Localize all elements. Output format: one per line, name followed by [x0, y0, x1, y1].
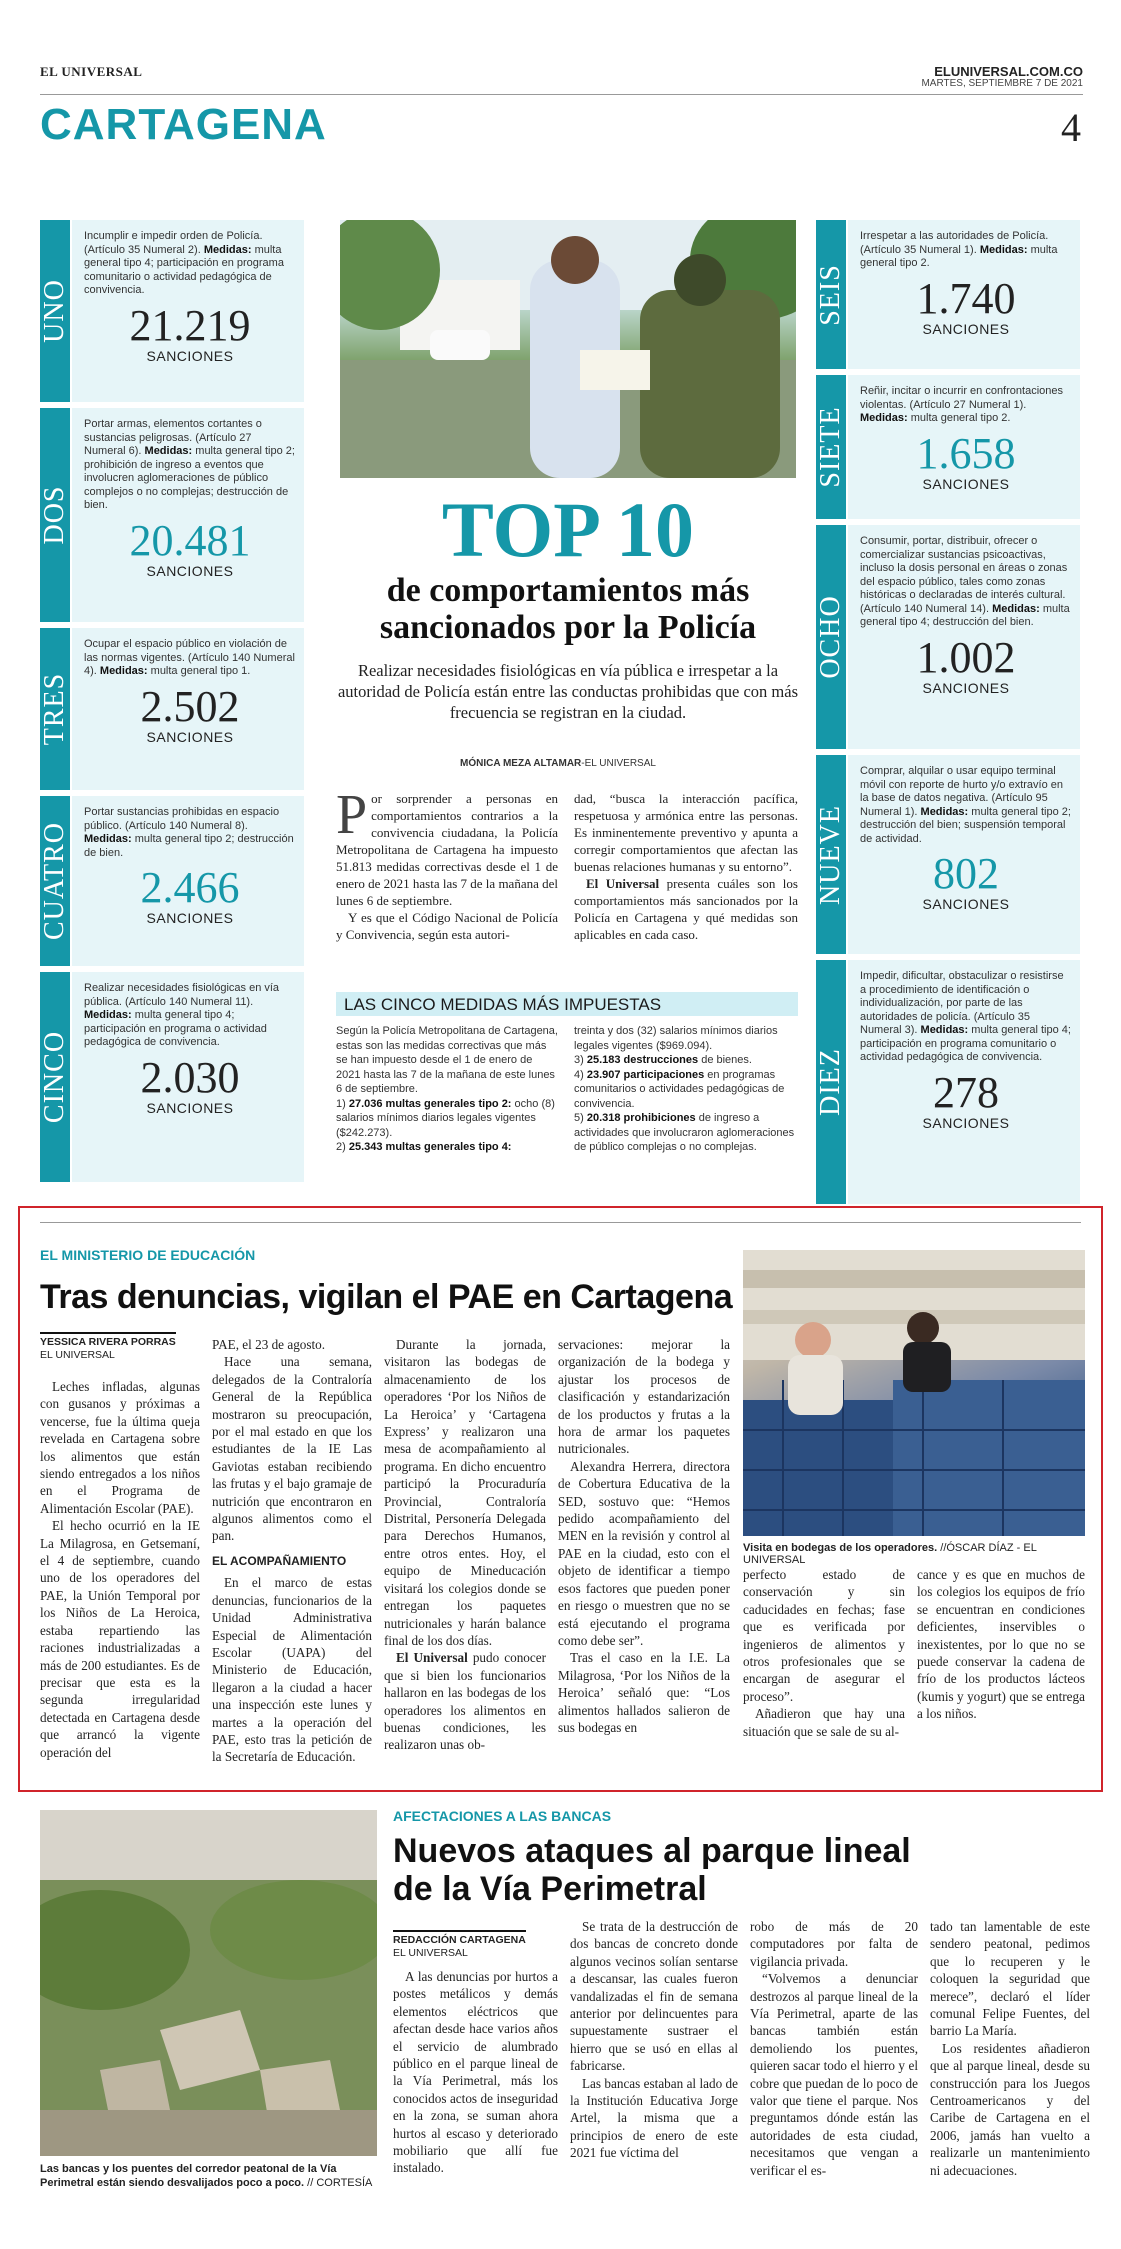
sanction-count: 21.219 [129, 300, 251, 350]
top10-subtitle: de comportamientos más sancionados por la Policía [379, 572, 757, 646]
rank-label: SEIS [815, 263, 846, 326]
medidas-label: Medidas: [860, 412, 908, 424]
panel-medidas: multa general tipo 4; destrucción del bien. [860, 602, 1070, 628]
caption-bold: Visita en bodegas de los operadores. [743, 1542, 938, 1554]
sanction-panel [848, 220, 1080, 369]
panel-desc [860, 970, 1072, 1065]
panel-desc-text: Consumir, portar, distribuir, ofrecer o comercializar sustancias psicoactivas, incluso la dosis personal en áreas o zonas del espacio público, tales como zonas históricas o declaradas de interés cultural. (Artículo 140 Numeral 14). [860, 535, 1068, 615]
body-text: dad, “busca la interacción pacífica, respetuosa y armónica entre las personas. Es inminentemente preventivo y apunta a corregir comportamientos que afectan las buenas relaciones humanas y su entorno”. [574, 791, 798, 874]
page-number: 4 [1061, 105, 1081, 150]
body-text: cance y es que en muchos de los colegios los equipos de frío se encuentran en condiciones deficientes, inservibles o inexistentes, por lo que no se puede conservar la cadena de frío de los productos lácteos (kumis y yogurt) que se entrega a los niños. [917, 1567, 1085, 1722]
body-text: Añadieron que hay una situación que se sale de su al- [743, 1706, 905, 1739]
body-text: En el marco de estas denuncias, funcionarios de la Unidad Administrativa Especial de Alimentación Escolar (UAPA) del Ministerio de Educación, llegaron a la ciudad a hacer una inspección este lunes y martes a la operación del PAE, esto tras la petición de la Secretaría de Educación. [212, 1575, 372, 1765]
sanction-count: 1.740 [916, 273, 1016, 323]
list-text: ocho (8) salarios mínimos diarios legales vigentes ($242.273). [336, 1097, 555, 1139]
medidas-label: Medidas: [84, 1009, 132, 1021]
body-bold: El Universal [586, 876, 660, 891]
list-bold: 20.318 prohibiciones [586, 1112, 696, 1124]
panel-medidas: multa general tipo 2; destrucción del bien; suspensión temporal de actividad. [860, 805, 1071, 845]
list-text: de ingreso a actividades que involucraron aglomeraciones de público complejas o no complejas. [574, 1112, 795, 1153]
top10-byline: MÓNICA MEZA ALTAMAR-EL UNIVERSAL [460, 758, 656, 769]
body-text: El hecho ocurrió en la IE La Milagrosa, en Getsemaní, el 4 de septiembre, cuando uno de los operadores del PAE, la Unión Temporal por los Niños de La Heroica, estaba repartiendo las raciones industrializadas a más de 200 estudiantes. Es de precisar que esta es la segunda irregularidad detectada en Cartagena desde que arrancó la vigente operación del [40, 1518, 200, 1760]
perimetral-col1 [393, 1968, 558, 2177]
byline-name: REDACCIÓN CARTAGENA [393, 1934, 526, 1946]
sanction-panel [72, 408, 304, 622]
website-url[interactable]: ELUNIVERSAL.COM.CO [934, 64, 1083, 79]
pae-col3 [384, 1336, 546, 1754]
body-text: Tras el caso en la I.E. La Milagrosa, ‘Por los Niños de la Heroica’ señaló que: “Los alimentos hallados salieron de sus bodegas en [558, 1650, 730, 1735]
pae-subhead: EL ACOMPAÑAMIENTO [212, 1553, 347, 1568]
pae-col6 [917, 1566, 1085, 1723]
pae-byline [40, 1332, 176, 1362]
list-text: de bienes. [698, 1054, 752, 1066]
body-text: servaciones: mejorar la organización de la bodega y ajustar los procesos de clasificación y estandarización de los productos y frutas a la hora de armar los paquetes nutricionales. [558, 1337, 730, 1457]
caption-credit: // CORTESÍA [304, 2177, 373, 2189]
rank-tab [816, 755, 846, 954]
medidas-label: Medidas: [144, 445, 193, 457]
list-num: 3) [574, 1054, 584, 1066]
byline-name: MÓNICA MEZA ALTAMAR [460, 758, 582, 769]
list-bold: 27.036 multas generales tipo 2: [348, 1097, 512, 1110]
body-text: Leches infladas, algunas con gusanos y próximas a vencerse, fue la última queja revelada en Cartagena sobre los alimentos que están siendo entregados a los niños en el Programa de Alimentación Escolar (PAE). [40, 1379, 200, 1516]
panel-medidas: multa general tipo 4; participación en programa comunitario o actividad pedagógica de convivencia. [860, 1024, 1071, 1063]
byline-org: EL UNIVERSAL [584, 758, 656, 769]
panel-desc [860, 535, 1072, 630]
panel-desc-text: Incumplir e impedir orden de Policía. (Artículo 35 Numeral 2). [84, 230, 263, 256]
panel-desc-text: Ocupar el espacio público en violación de las normas vigentes. (Artículo 140 Numeral 4). [84, 638, 295, 677]
sanction-label: SANCIONES [922, 679, 1010, 696]
top10-body-col1 [336, 784, 558, 943]
panel-desc [84, 418, 296, 513]
sanction-count: 1.002 [916, 632, 1016, 682]
perimetral-col4 [930, 1918, 1090, 2179]
panel-desc-text: Portar sustancias prohibidas en espacio público. (Artículo 140 Numeral 8). [84, 806, 280, 832]
pae-col4 [558, 1336, 730, 1736]
byline-org: EL UNIVERSAL [40, 1349, 115, 1361]
section-title: CARTAGENA [40, 100, 327, 149]
rank-tab [40, 220, 70, 402]
rank-label: DIEZ [815, 1048, 846, 1116]
medidas-label: Medidas: [979, 243, 1028, 256]
rank-tab [816, 525, 846, 749]
list-num: 4) [574, 1068, 584, 1081]
body-text: Hace una semana, delegados de la Contraloría General de la República mostraron su preocupación, por el mal estado en que los estudiantes de la IE Las Gaviotas estaban recibiendo las frutas y el bajo gramaje de nutrición que encontraron en algunos alimentos como el pan. [212, 1354, 372, 1544]
medidas-label: Medidas: [920, 805, 969, 818]
body-text: Las bancas estaban al lado de la Institución Educativa Jorge Artel, la misma que a principios de enero de este 2021 fue víctima del [570, 2075, 738, 2161]
issue-date: MARTES, SEPTIEMBRE 7 DE 2021 [921, 78, 1083, 89]
top10-title: TOP 10 [441, 486, 695, 573]
rank-label: OCHO [815, 595, 846, 679]
list-bold: 25.183 destrucciones [586, 1054, 699, 1066]
rank-label: CUATRO [39, 821, 70, 941]
pae-caption [743, 1542, 1085, 1566]
byline-name: YESSICA RIVERA PORRAS [40, 1336, 176, 1348]
sanction-count: 20.481 [129, 515, 251, 565]
panel-medidas: multa general tipo 2. [860, 243, 1058, 269]
panel-desc-text: Impedir, dificultar, obstaculizar o resistirse a procedimiento de identificación o individualización, por parte de las autoridades de policía. (Artículo 35 Numeral 3). [860, 970, 1064, 1036]
medidas-intro: Según la Policía Metropolitana de Cartagena, estas son las medidas correctivas que más se han impuesto desde el 1 de enero de 2021 hasta las 7 de la mañana de este lunes 6 de septiembre. [336, 1025, 558, 1095]
police-photo [340, 220, 796, 478]
panel-desc [84, 230, 296, 298]
panel-medidas: multa general tipo 1. [150, 665, 251, 677]
panel-desc-text: Reñir, incitar o incurrir en confrontaciones violentas. (Artículo 27 Numeral 1). [860, 385, 1063, 411]
sanction-panel [72, 972, 304, 1182]
medidas-col1 [336, 1024, 558, 1155]
medidas-header: LAS CINCO MEDIDAS MÁS IMPUESTAS [336, 992, 798, 1016]
list-bold: 23.907 participaciones [586, 1068, 705, 1081]
body-text: or sorprender a personas en comportamientos contrarios a la convivencia ciudadana, la Policía Metropolitana de Cartagena ha impuesto 51.813 medidas correctivas desde el 1 de enero de 2021 hasta las 7 de la mañana del lunes 6 de septiembre. [336, 791, 558, 908]
caption-credit: //ÓSCAR DÍAZ - EL UNIVERSAL [743, 1542, 1037, 1566]
sanction-panel [848, 375, 1080, 519]
sanction-label: SANCIONES [146, 728, 234, 745]
pae-headline[interactable]: Tras denuncias, vigilan el PAE en Cartagena [40, 1278, 733, 1316]
body-text: A las denuncias por hurtos a postes metálicos y demás elementos eléctricos que afectan desde hace varios años el servicio de alumbrado público en el parque lineal de la Vía Perimetral, más los conocidos actos de inseguridad en la zona, se suman ahora hurtos al escaso y deteriorado mobiliario que allí fue instalado. [393, 1969, 558, 2176]
list-text: en programas comunitarios o actividades pedagógicas de convivencia. [574, 1068, 785, 1110]
list-num: 2) [336, 1141, 346, 1153]
perimetral-col2 [570, 1918, 738, 2162]
top10-deck: Realizar necesidades fisiológicas en vía pública e irrespetar a la autoridad de Policía están entre las conductas prohibidas que con más frecuencia se registran en la ciudad. [337, 661, 799, 722]
pae-kicker: EL MINISTERIO DE EDUCACIÓN [40, 1247, 256, 1263]
rank-tab [40, 408, 70, 622]
body-text: Alexandra Herrera, directora de Cobertura Educativa de la SED, sostuvo que: “Hemos pedido acompañamiento del MEN en la revisión y control al PAE en la ciudad, esto con el objeto de identificar a tiempo esos factores que pueden poner en riesgo o muestren que no se está ejecutando el programa como debe ser”. [558, 1458, 730, 1648]
rank-tab [816, 375, 846, 519]
body-text: tado tan lamentable de este sendero peatonal, pedimos que lo recuperen y le coloquen la seguridad que merece”, declaró el líder comunal Felipe Fuentes, del barrio La María. [930, 1919, 1090, 2039]
sanction-count: 278 [933, 1067, 999, 1117]
top10-body-col2 [574, 790, 798, 943]
body-text: robo de más de 20 computadores por falta de vigilancia privada. [750, 1919, 918, 1969]
newspaper-logo: EL UNIVERSAL [40, 64, 143, 79]
sanction-label: SANCIONES [146, 562, 234, 579]
rank-tab [40, 972, 70, 1182]
sanction-count: 1.658 [916, 428, 1016, 478]
rank-label: UNO [39, 279, 70, 343]
medidas-col2 [574, 1024, 798, 1155]
list-text: treinta y dos (32) salarios mínimos diarios legales vigentes ($969.094). [574, 1025, 778, 1052]
sanction-panel [72, 796, 304, 966]
body-text: Y es que el Código Nacional de Policía y Convivencia, según esta autori- [336, 910, 558, 942]
body-text: pudo conocer que si bien los funcionarios hallaron en las bodegas de los operadores los alimentos en buenas condiciones, les realizaron unas ob- [384, 1650, 547, 1753]
medidas-label: Medidas: [920, 1024, 969, 1036]
sanction-count: 2.502 [140, 681, 240, 731]
body-text: Durante la jornada, visitaron las bodegas de almacenamiento de los operadores ‘Por los Niños de La Heroica’ y ‘Cartagena Express’ y realizaron una mesa de acompañamiento al programa. En dicho encuentro participó la Procuraduría Provincial, Contraloría Distrital, Personería Delegada para Derechos Humanos, entre otros entes. Hoy, el equipo de Mineducación visitará los colegios donde se entregan los paquetes nutricionales y harán balance final de los dos días. [384, 1337, 546, 1648]
list-num: 1) [336, 1097, 346, 1110]
body-text: presenta cuáles son los comportamientos más sancionados por la Policía en Cartagena y qué medidas son aplicables en cada caso. [574, 876, 798, 942]
park-caption [40, 2162, 377, 2190]
panel-desc-text: Realizar necesidades fisiológicas en vía pública. (Artículo 140 Numeral 11). [84, 982, 280, 1008]
perimetral-col3 [750, 1918, 918, 2179]
caption-bold: Las bancas y los puentes del corredor peatonal de la Vía Perimetral están siendo desvalijados poco a poco. [40, 2163, 337, 2189]
panel-medidas: multa general tipo 2. [910, 412, 1011, 424]
sanction-label: SANCIONES [922, 1114, 1010, 1131]
panel-desc [860, 230, 1072, 271]
medidas-label: Medidas: [992, 602, 1040, 615]
panel-desc-text: Irrespetar a las autoridades de Policía. (Artículo 35 Numeral 1). [860, 230, 1049, 256]
list-num: 5) [574, 1112, 584, 1124]
panel-medidas: multa general tipo 4; participación en programa comunitario o actividad pedagógica de convivencia. [84, 243, 284, 296]
dropcap: P [336, 784, 368, 846]
rank-tab [40, 628, 70, 790]
rank-label: CINCO [39, 1030, 70, 1124]
sanction-panel [848, 960, 1080, 1204]
park-photo [40, 1810, 377, 2156]
list-bold: 25.343 multas generales tipo 4: [348, 1141, 512, 1153]
panel-medidas: multa general tipo 2; prohibición de ingreso a eventos que involucren aglomeraciones de público complejos o no complejas; destrucción de bien. [84, 445, 295, 511]
sanction-label: SANCIONES [922, 896, 1010, 912]
panel-desc [84, 806, 296, 860]
medidas-label: Medidas: [84, 833, 132, 845]
pae-col5 [743, 1566, 905, 1740]
perimetral-kicker: AFECTACIONES A LAS BANCAS [393, 1808, 612, 1824]
rank-label: SIETE [815, 406, 846, 488]
panel-medidas: multa general tipo 4; participación en programa o actividad pedagógica de convivencia. [84, 1009, 267, 1048]
sanction-label: SANCIONES [146, 347, 234, 364]
pae-col2 [212, 1336, 372, 1766]
perimetral-headline[interactable]: Nuevos ataques al parque lineal de la Vía Perimetral [393, 1832, 911, 1908]
panel-desc [860, 765, 1072, 846]
body-text: PAE, el 23 de agosto. [212, 1337, 326, 1352]
rank-tab [816, 960, 846, 1204]
sanction-count: 802 [933, 849, 999, 898]
sanction-panel [72, 628, 304, 790]
rank-tab [816, 220, 846, 369]
panel-desc-text: Portar armas, elementos cortantes o sustancias peligrosas. (Artículo 27 Numeral 6). [84, 418, 262, 457]
byline-org: EL UNIVERSAL [393, 1947, 468, 1959]
panel-desc-text: Comprar, alquilar o usar equipo terminal móvil con reporte de hurto y/o extravío en la base de datos negativa. (Artículo 95 Numeral 1). [860, 765, 1063, 818]
sanction-label: SANCIONES [922, 475, 1010, 492]
warehouse-photo [743, 1250, 1085, 1536]
sanction-label: SANCIONES [922, 320, 1010, 337]
rank-label: TRES [39, 672, 70, 746]
perimetral-byline [393, 1930, 526, 1960]
sanction-count: 2.466 [140, 863, 240, 912]
panel-desc [84, 982, 296, 1050]
sanction-panel [848, 755, 1080, 954]
body-text: perfecto estado de conservación y sin caducidades en fechas; fase que es verificada por ingenieros de alimentos y otros profesionales que se encargan de asegurar el proceso”. [743, 1567, 905, 1704]
rank-label: NUEVE [815, 804, 846, 905]
sanction-label: SANCIONES [146, 1099, 234, 1116]
panel-medidas: multa general tipo 2; destrucción de bien. [84, 833, 294, 859]
rank-tab [40, 796, 70, 966]
sanction-panel [848, 525, 1080, 749]
header-divider [40, 94, 1083, 95]
rank-label: DOS [39, 485, 70, 545]
medidas-label: Medidas: [99, 665, 148, 677]
body-bold: El Universal [396, 1650, 468, 1666]
medidas-label: Medidas: [203, 243, 252, 256]
pae-col1 [40, 1378, 200, 1761]
body-text: Los residentes añadieron que al parque lineal, desde su construcción para los Juegos Centroamericanos y del Caribe de Cartagena en el 2006, jamás han vuelto a realizarle un mantenimiento ni adecuaciones. [930, 2040, 1090, 2178]
sanction-panel [72, 220, 304, 402]
sanction-count: 2.030 [140, 1052, 240, 1102]
body-text: “Volvemos a denunciar destrozos al parque lineal de la Vía Perimetral, aparte de las bancas también están demoliendo los puentes, quieren sacar todo el hierro y el cobre que puedan de lo poco de valor que tiene el parque. Nos preguntamos dónde están las autoridades de esta ciudad, necesitamos que vengan a verificar el es- [750, 1971, 918, 2178]
body-text: Se trata de la destrucción de dos bancas de concreto donde algunos vecinos solían sentarse a descansar, las cuales fueron vandalizadas el fin de semana anterior por delincuentes para supuestamente sustraer el hierro que se usó en ellas al fabricarse. [570, 1919, 738, 2074]
sanction-label: SANCIONES [146, 910, 234, 926]
panel-desc [84, 638, 296, 679]
panel-desc [860, 385, 1072, 426]
